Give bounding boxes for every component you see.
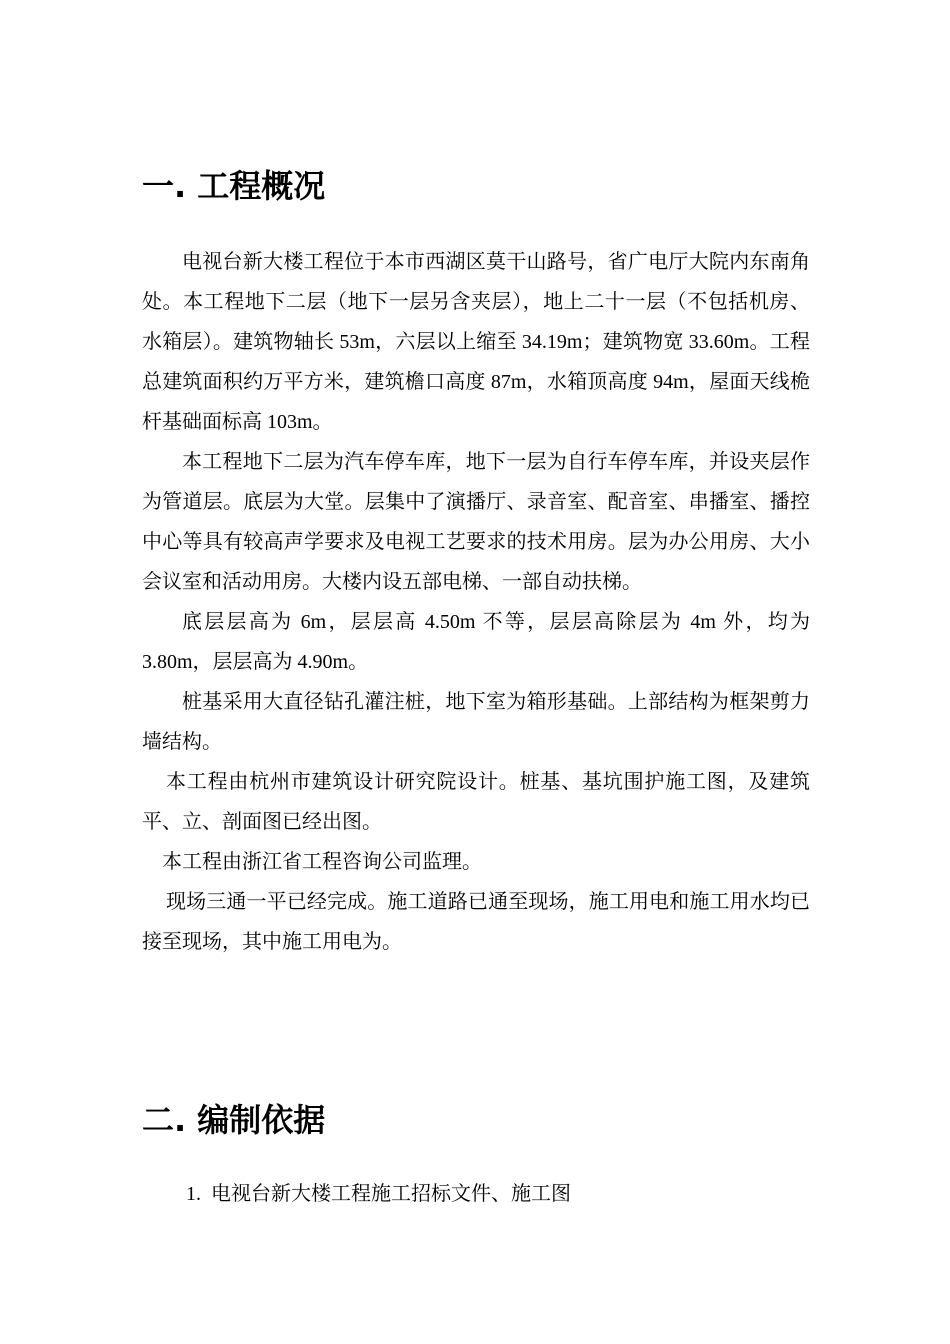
paragraph-foundation: 桩基采用大直径钻孔灌注桩，地下室为箱形基础。上部结构为框架剪力墙结构。 [142,691,810,753]
list-item-number: 1. [186,1183,201,1205]
paragraph-project-location: 电视台新大楼工程位于本市西湖区莫干山路号，省广电厅大院内东南角处。本工程地下二层（地下一层另含夹层），地上二十一层（不包括机房、水箱层）。建筑物轴长 53m，六层以上缩至 34.19m；建筑物宽 33.60m。工程总建筑面积约万平方米，建筑檐口高度 87m，水箱顶高度 94m，屋面天线桅杆基础面标高 103m。 [142,251,810,433]
paragraph-floor-functions: 本工程地下二层为汽车停车库，地下一层为自行车停车库，并设夹层作为管道层。底层为大堂。层集中了演播厅、录音室、配音室、串播室、播控中心等具有较高声学要求及电视工艺要求的技术用房。层为办公用房、大小会议室和活动用房。大楼内设五部电梯、一部自动扶梯。 [142,451,810,593]
section-1-heading: 一. 工程概况 [142,167,326,205]
paragraph-design-institute: 本工程由杭州市建筑设计研究院设计。桩基、基坑围护施工图，及建筑平、立、剖面图已经出图。 [142,771,810,833]
list-item [186,1174,571,1214]
list-item-text: 电视台新大楼工程施工招标文件、施工图 [211,1183,571,1205]
paragraph-site-readiness: 现场三通一平已经完成。施工道路已通至现场，施工用电和施工用水均已接至现场，其中施工用电为。 [142,891,810,953]
paragraph-floor-heights: 底层层高为 6m，层层高 4.50m 不等，层层高除层为 4m 外，均为 3.80m，层层高为 4.90m。 [142,611,810,673]
paragraph-supervision: 本工程由浙江省工程咨询公司监理。 [162,851,482,873]
section-1-body [142,242,810,962]
section-2-heading: 二. 编制依据 [142,1101,326,1139]
